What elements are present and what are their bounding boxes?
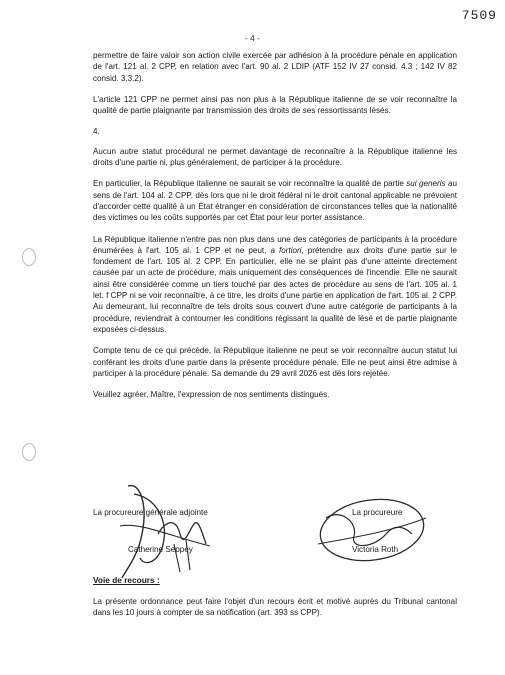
binder-hole-lower <box>22 443 36 461</box>
paragraph-conclusion: Compte tenu de ce qui précède, la République italienne ne peut se voir reconnaître aucun statut lui conférant les droits d'une partie dans la présente procédure pénale. Elle ne peut ainsi être admise à participer à la procédure pénale. Sa demande du 29 avril 2026 est dès lors rejetée. <box>93 346 457 378</box>
voie-de-recours-text: La présente ordonnance peut faire l'objet d'un recours écrit et motivé auprès du Tribunal cantonal dans les 10 jours à compter de sa notification (art. 393 ss CPP). <box>93 597 457 618</box>
handwritten-signature-left <box>100 474 230 584</box>
paragraph-statut-procedural: Aucun autre statut procédural ne permet davantage de reconnaître à la République italienne les droits d'une partie ni, plus généralement, de participer à la procédure. <box>93 146 457 168</box>
signature-left-name: Catherine Seppey <box>128 545 193 554</box>
signature-left-title: La procureure générale adjointe <box>93 508 208 517</box>
paragraph-article-121: L'article 121 CPP ne permet ainsi pas non plus à la République italienne de se voir reconnaître la qualité de partie plaignante par transmission des droits de ses ressortissants lésés. <box>93 94 457 116</box>
handwritten-signature-right <box>300 488 430 568</box>
closing-salutation: Veuillez agréer, Maître, l'expression de nos sentiments distingués. <box>93 390 330 400</box>
signature-right-title: La procureure <box>352 508 403 517</box>
voie-de-recours-title: Voie de recours : <box>93 575 160 585</box>
letter-body <box>93 50 457 410</box>
document-stamp-number: 7509 <box>461 8 497 23</box>
page-number: - 4 - <box>244 33 261 43</box>
binder-hole-upper <box>22 248 36 266</box>
signature-right-name: Victoria Roth <box>352 545 399 554</box>
paragraph-sui-generis: En particulier, la République italienne ne saurait se voir reconnaître la qualité de partie sui generis au sens de l'art. 104 al. 2 CPP, dès lors que ni le droit fédéral ni le droit cantonal applicable ne prévoient d'accorder cette qualité à un État étranger en considération de circonstances telles que la nationalité des victimes ou les coûts supportés par cet État pour leur porter assistance. <box>93 179 457 223</box>
paragraph-action-civile: permettre de faire valoir son action civile exercée par adhésion à la procédure pénale en application de l'art. 121 al. 2 CPP, en relation avec l'art. 90 al. 2 LDIP (ATF 152 IV 27 consid. 4.3 ; 142 IV 82 consid. 3.3.2). <box>93 51 457 83</box>
paragraph-article-105: La République italienne n'entre pas non plus dans une des catégories de participants à la procédure énumérées à l'art. 105 al. 1 CPP et ne peut, a fortiori, prétendre aux droits d'une partie sur le fondement de l'art. 105 al. 2 CPP. En particulier, elle ne se plaint pas d'une atteinte directement causée par un acte de procédure, mais uniquement des conséquences de l'incendie. Elle ne saurait ainsi être considérée comme un tiers touché par des actes de procédure au sens de l'art. 105 al. 1 let. f CPP ni se voir reconnaître, à ce titre, les droits d'une partie en application de l'art. 105 al. 2 CPP. Au demeurant, lui reconnaître de tels droits sous couvert d'une autre catégorie de participants à la procédure, reviendrait à contourner les conditions régissant la qualité de lésé et de partie plaignante exposées ci-dessus. <box>93 234 457 334</box>
section-number: 4. <box>93 127 100 137</box>
